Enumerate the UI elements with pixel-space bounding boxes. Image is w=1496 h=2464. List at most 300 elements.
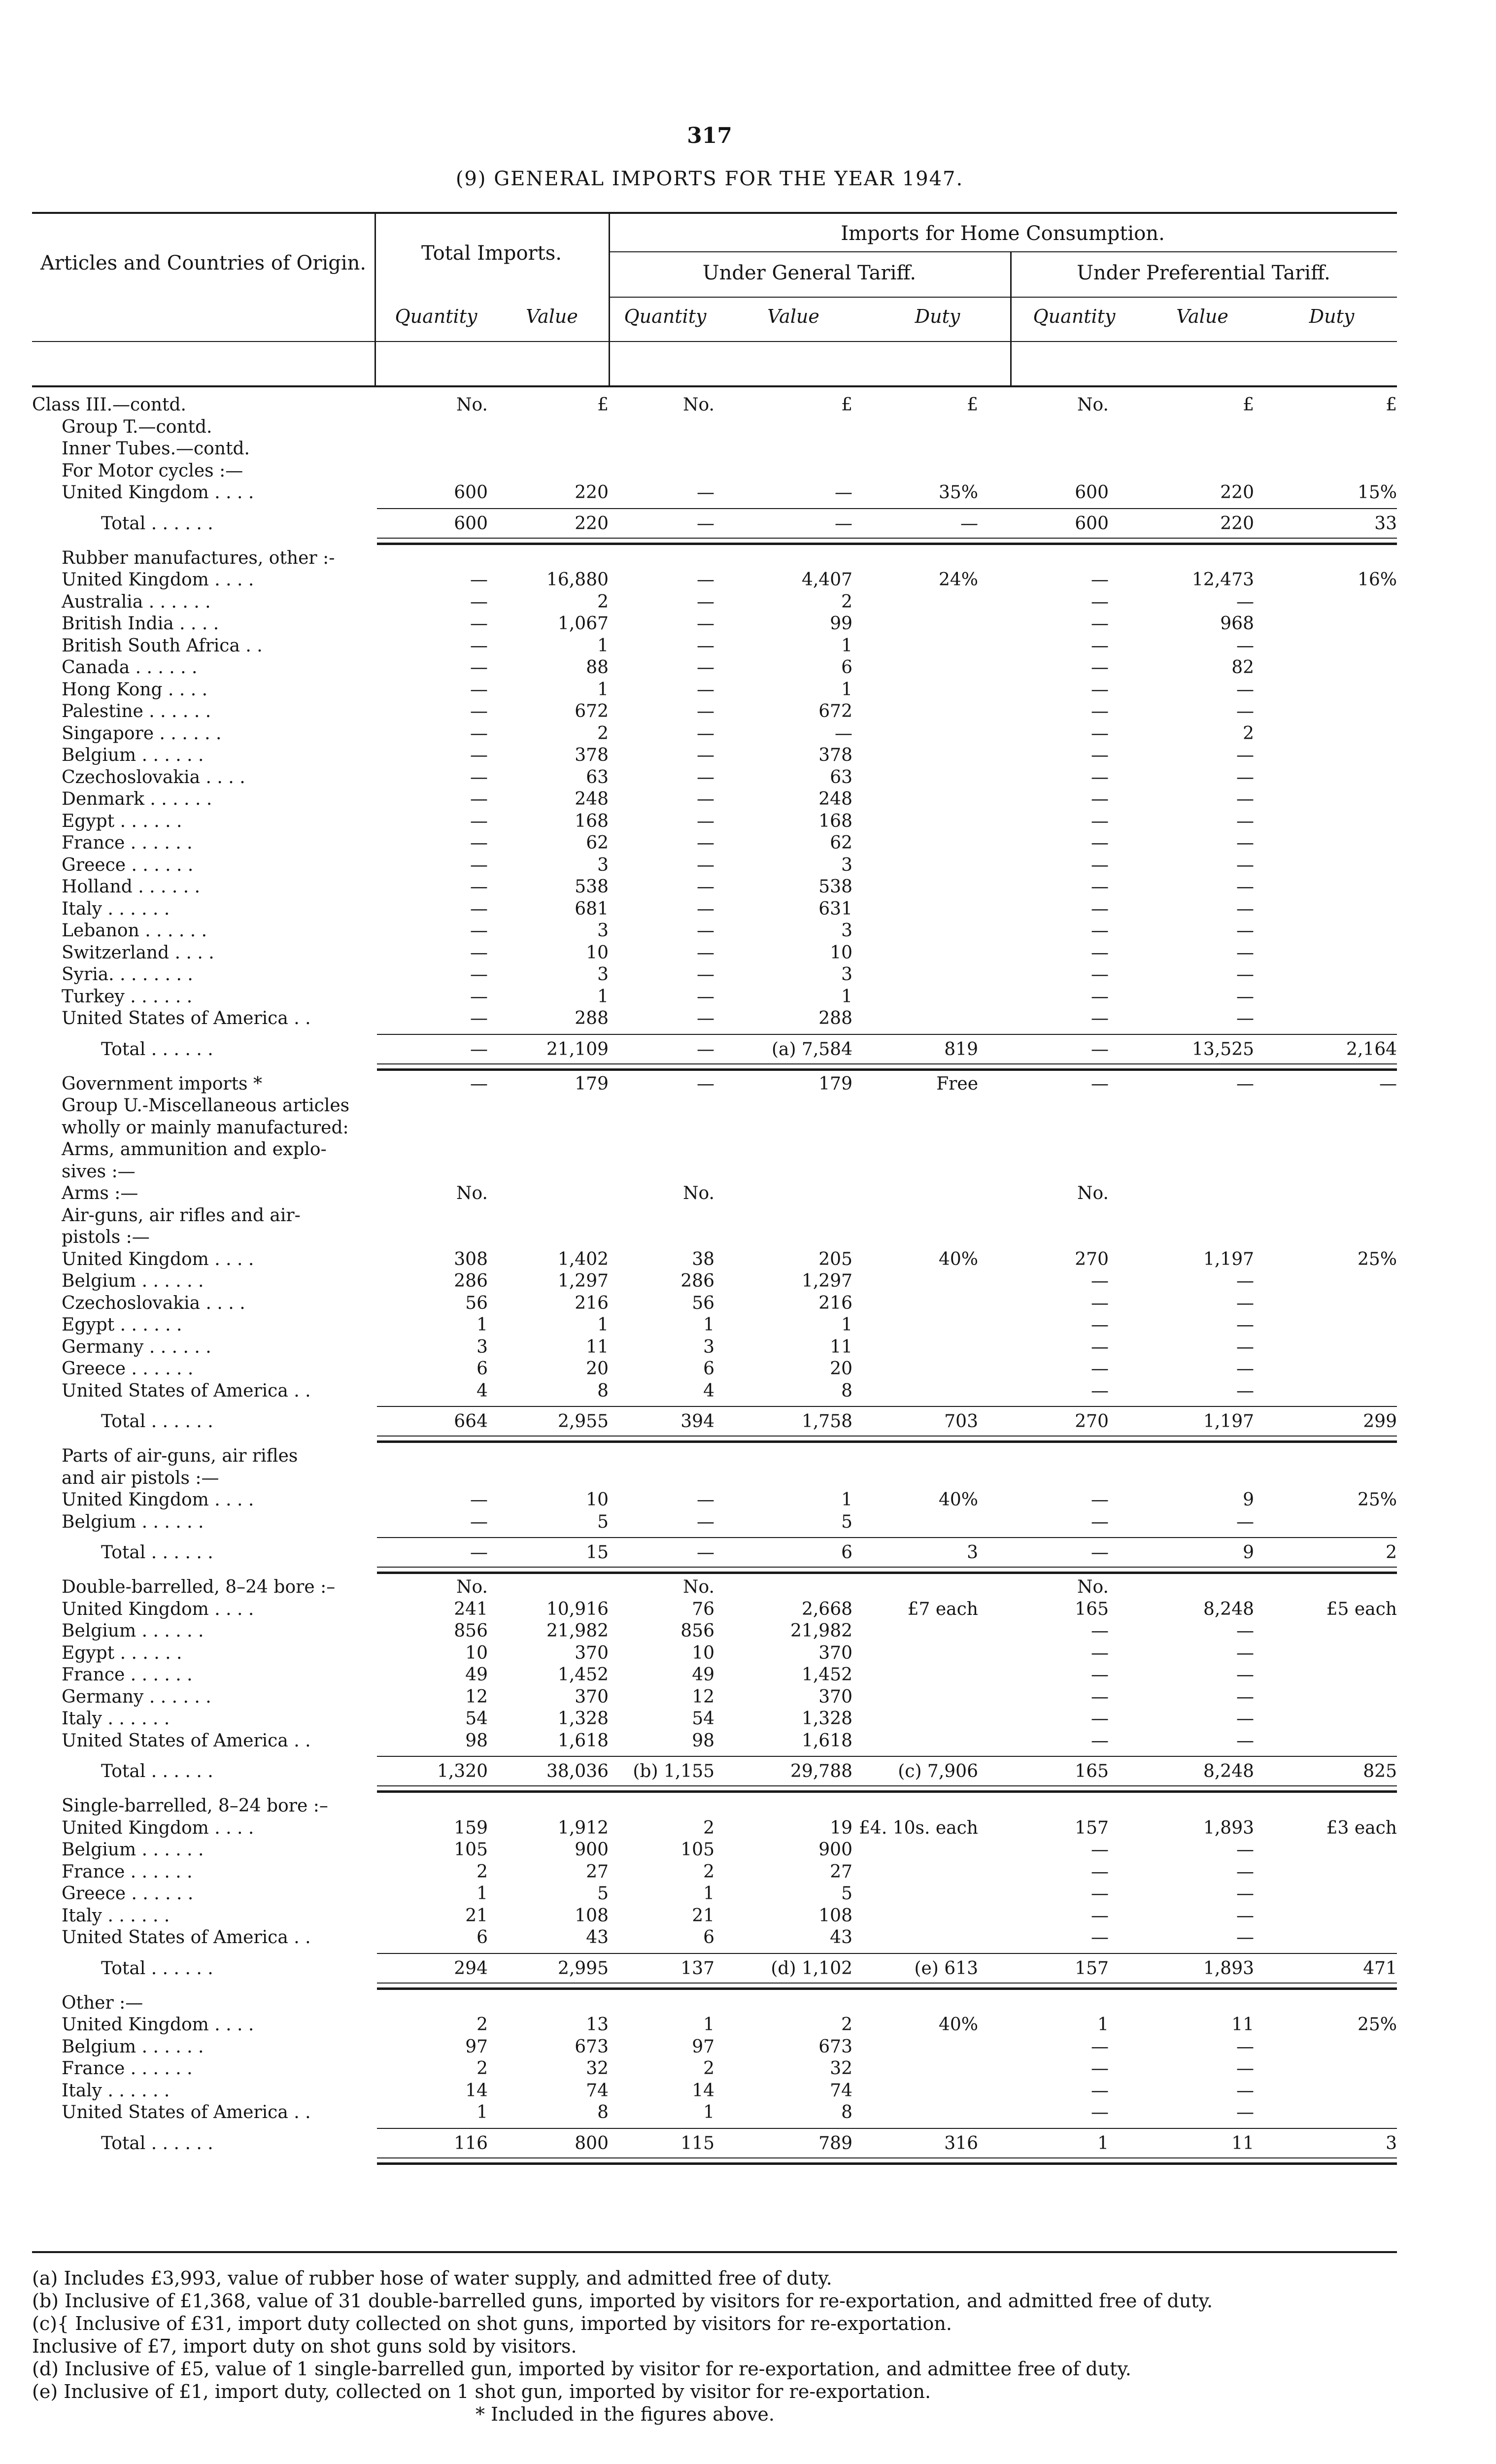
total-row (32, 1958, 1397, 1980)
cell-col1: 2 (476, 2015, 488, 2035)
cell-col3: 56 (692, 1293, 714, 1313)
subtotal-rule (377, 1406, 1397, 1407)
row-label: Total . . . . . . (101, 2133, 213, 2154)
cell-col7: — (1236, 591, 1254, 612)
cell-col1: — (470, 1490, 488, 1510)
cell-col6: — (1091, 1927, 1109, 1948)
row-label: Total . . . . . . (101, 513, 213, 534)
table-row (32, 1161, 1397, 1183)
cell-col4: 43 (830, 1927, 852, 1948)
cell-col1: 3 (476, 1336, 488, 1357)
cell-col4: 6 (841, 657, 852, 678)
preferential-tariff-header: Under Preferential Tariff. (1077, 262, 1330, 284)
cell-col1: 21 (465, 1905, 488, 1926)
cell-col6: — (1091, 1073, 1109, 1094)
cell-col6: — (1091, 1039, 1109, 1060)
row-label: Total . . . . . . (101, 1958, 213, 1979)
cell-col3: 6 (703, 1927, 714, 1948)
table-row (32, 898, 1397, 920)
row-label: United Kingdom . . . . (62, 1490, 254, 1510)
cell-col2: 1,328 (557, 1709, 609, 1729)
table-row (32, 701, 1397, 722)
cell-col2: 900 (575, 1840, 609, 1860)
cell-col3: 1 (703, 2015, 714, 2035)
cell-col1: 1 (476, 2102, 488, 2122)
cell-col1: — (470, 679, 488, 700)
row-label: Arms, ammunition and explo- (62, 1139, 327, 1160)
cell-col6: — (1091, 701, 1109, 721)
table-bottom-rule (32, 2251, 1397, 2253)
cell-col1: 286 (454, 1271, 488, 1291)
footnote: (b) Inclusive of £1,368, value of 31 double-barrelled guns, imported by visitors for re-exportation, and admitted free of duty. (32, 2290, 1213, 2312)
cell-col3: — (697, 657, 714, 678)
cell-col7: — (1236, 2102, 1254, 2122)
row-label: United States of America . . (62, 1927, 311, 1948)
cell-col3: (b) 1,155 (633, 1761, 714, 1781)
cell-col2: 62 (586, 833, 609, 853)
cell-col4: 6 (841, 1542, 852, 1563)
cell-col8: 3 (1386, 2133, 1397, 2154)
cell-col4: 2,668 (801, 1599, 852, 1619)
cell-col6: — (1091, 1490, 1109, 1510)
cell-col6: — (1091, 1861, 1109, 1882)
row-label: France . . . . . . (62, 2058, 193, 2079)
row-label: Single-barrelled, 8–24 bore :– (62, 1796, 328, 1816)
cell-col6: — (1091, 1840, 1109, 1860)
cell-col8: 2,164 (1346, 1039, 1397, 1060)
cell-col2: 3 (597, 855, 609, 875)
cell-col4: 1 (841, 1315, 852, 1335)
cell-col6: — (1091, 986, 1109, 1007)
cell-col6: 600 (1075, 482, 1109, 503)
cell-col1: — (470, 964, 488, 985)
row-label: Belgium . . . . . . (62, 1621, 204, 1641)
subtotal-rule (377, 1034, 1397, 1035)
table-row (32, 1643, 1397, 1664)
table-row (32, 548, 1397, 569)
table-row (32, 635, 1397, 657)
cell-col4: 1 (841, 1490, 852, 1510)
cell-col6: — (1091, 570, 1109, 590)
row-label: Denmark . . . . . . (62, 789, 212, 809)
cell-col2: 10 (586, 942, 609, 963)
cell-col2: 1,402 (557, 1249, 609, 1269)
cell-col3: 105 (680, 1840, 714, 1860)
cell-col4: 2 (841, 591, 852, 612)
cell-col1: — (470, 921, 488, 941)
table-row (32, 876, 1397, 898)
cell-col6: 157 (1075, 1958, 1109, 1979)
cell-col1: 49 (465, 1665, 488, 1685)
row-label: British India . . . . (62, 614, 219, 634)
total-row (32, 513, 1397, 535)
cell-col7: 220 (1220, 513, 1254, 534)
cell-col1: 116 (454, 2133, 488, 2154)
cell-col6: — (1091, 1359, 1109, 1379)
cell-col2: 15 (586, 1542, 609, 1563)
cell-col1: 308 (454, 1249, 488, 1269)
cell-col5: 40% (938, 2015, 978, 2035)
cell-col6: — (1091, 1730, 1109, 1751)
cell-col7: — (1236, 1293, 1254, 1313)
cell-col7: 1,197 (1203, 1249, 1254, 1269)
table-row (32, 811, 1397, 832)
cell-col6: — (1091, 921, 1109, 941)
cell-col2: 10,916 (546, 1599, 609, 1619)
cell-col6: — (1091, 1008, 1109, 1028)
row-label: British South Africa . . (62, 635, 263, 656)
cell-col7: £ (1243, 395, 1254, 415)
cell-col2: 288 (575, 1008, 609, 1028)
row-label: pistols :— (62, 1227, 150, 1247)
row-label: Czechoslovakia . . . . (62, 1293, 245, 1313)
cell-col8: 471 (1363, 1958, 1397, 1979)
cell-col4: 108 (818, 1905, 852, 1926)
footnote: * Included in the figures above. (476, 2403, 775, 2425)
table-row (32, 723, 1397, 745)
table-row (32, 679, 1397, 701)
cell-col3: — (697, 1542, 714, 1563)
page-title: (9) GENERAL IMPORTS FOR THE YEAR 1947. (455, 168, 964, 190)
row-label: Syria. . . . . . . . (62, 964, 193, 985)
table-row (32, 788, 1397, 810)
row-label: United States of America . . (62, 1008, 311, 1028)
row-label: France . . . . . . (62, 833, 193, 853)
cell-col3: No. (683, 1577, 714, 1597)
cell-col3: 1 (703, 1315, 714, 1335)
cell-col3: — (697, 570, 714, 590)
cell-col6: — (1091, 591, 1109, 612)
cell-col2: 21,109 (546, 1039, 609, 1060)
cell-col6: 165 (1075, 1599, 1109, 1619)
cell-col3: 4 (703, 1380, 714, 1401)
total-row (32, 1761, 1397, 1782)
cell-col5: Free (936, 1073, 978, 1094)
cell-col3: — (697, 855, 714, 875)
cell-col4: 19 (830, 1817, 852, 1838)
cell-col1: — (470, 1542, 488, 1563)
table-row (32, 1883, 1397, 1905)
cell-col7: — (1236, 855, 1254, 875)
row-label: Parts of air-guns, air rifles (62, 1446, 298, 1466)
table-row (32, 1249, 1397, 1270)
cell-col6: — (1091, 898, 1109, 919)
cell-col3: — (697, 591, 714, 612)
cell-col2: 2,995 (557, 1958, 609, 1979)
cell-col5: £4. 10s. each (859, 1817, 978, 1838)
cell-col3: 76 (692, 1599, 714, 1619)
cell-col1: 6 (476, 1927, 488, 1948)
cell-col2: 168 (575, 811, 609, 831)
cell-col7: — (1236, 921, 1254, 941)
table-row (32, 438, 1397, 460)
row-label: Class III.—contd. (32, 395, 186, 415)
cell-col7: — (1236, 1686, 1254, 1707)
cell-col6: 1 (1097, 2015, 1109, 2035)
table-row (32, 1314, 1397, 1336)
cell-col6: — (1091, 745, 1109, 765)
value-header: Value (767, 306, 819, 327)
cell-col4: — (835, 513, 852, 534)
cell-col1: 105 (454, 1840, 488, 1860)
table-row (32, 1293, 1397, 1314)
cell-col1: No. (456, 1577, 488, 1597)
cell-col7: — (1236, 767, 1254, 787)
cell-col2: 672 (575, 701, 609, 721)
cell-col3: — (697, 513, 714, 534)
cell-col3: 2 (703, 1817, 714, 1838)
cell-col7: 9 (1243, 1490, 1254, 1510)
cell-col2: 8 (597, 2102, 609, 2122)
cell-col4: 370 (818, 1686, 852, 1707)
cell-col2: 43 (586, 1927, 609, 1948)
cell-col2: 538 (575, 877, 609, 897)
cell-col4: 1 (841, 635, 852, 656)
table-row (32, 964, 1397, 986)
cell-col2: 370 (575, 1643, 609, 1663)
general-tariff-header: Under General Tariff. (702, 262, 917, 284)
cell-col3: 6 (703, 1359, 714, 1379)
cell-col6: — (1091, 1315, 1109, 1335)
cell-col2: 88 (586, 657, 609, 678)
cell-col1: 856 (454, 1621, 488, 1641)
cell-col6: — (1091, 2036, 1109, 2057)
cell-col6: 270 (1075, 1411, 1109, 1432)
cell-col6: — (1091, 789, 1109, 809)
cell-col1: 294 (454, 1958, 488, 1979)
cell-col1: — (470, 570, 488, 590)
cell-col8: 16% (1357, 570, 1397, 590)
cell-col3: 12 (692, 1686, 714, 1707)
cell-col1: — (470, 767, 488, 787)
table-row (32, 1445, 1397, 1467)
cell-col7: — (1236, 964, 1254, 985)
cell-col7: — (1236, 1271, 1254, 1291)
cell-col8: — (1379, 1073, 1397, 1094)
table-row (32, 1270, 1397, 1292)
cell-col6: — (1091, 1905, 1109, 1926)
cell-col7: — (1236, 1621, 1254, 1641)
cell-col3: — (697, 1490, 714, 1510)
articles-header: Articles and Countries of Origin. (40, 252, 367, 274)
cell-col3: 98 (692, 1730, 714, 1751)
cell-col7: — (1236, 2080, 1254, 2101)
cell-col2: 27 (586, 1861, 609, 1882)
cell-col3: — (697, 723, 714, 744)
footnote: Inclusive of £7, import duty on shot guns sold by visitors. (32, 2335, 577, 2357)
cell-col3: 10 (692, 1643, 714, 1663)
cell-col3: — (697, 701, 714, 721)
cell-col6: — (1091, 1883, 1109, 1904)
cell-col2: 378 (575, 745, 609, 765)
cell-col7: — (1236, 1840, 1254, 1860)
row-label: Total . . . . . . (101, 1411, 213, 1432)
subheader-rule (32, 341, 1397, 342)
cell-col6: — (1091, 2102, 1109, 2122)
table-row (32, 657, 1397, 679)
table-row (32, 920, 1397, 942)
cell-col3: 54 (692, 1709, 714, 1729)
page-number: 317 (687, 123, 732, 148)
cell-col7: — (1236, 811, 1254, 831)
row-label: Total . . . . . . (101, 1761, 213, 1781)
cell-col6: No. (1077, 1183, 1109, 1203)
cell-col2: 179 (575, 1073, 609, 1094)
table-row (32, 591, 1397, 613)
cell-col2: 10 (586, 1490, 609, 1510)
cell-col1: — (470, 986, 488, 1007)
row-label: Singapore . . . . . . (62, 723, 222, 744)
cell-col8: 25% (1357, 2015, 1397, 2035)
cell-col1: — (470, 723, 488, 744)
cell-col1: — (470, 1008, 488, 1028)
cell-col7: — (1236, 789, 1254, 809)
cell-col1: 1,320 (437, 1761, 488, 1781)
total-imports-header: Total Imports. (421, 242, 562, 265)
cell-col3: — (697, 482, 714, 503)
row-label: Egypt . . . . . . (62, 1643, 182, 1663)
table-row (32, 2014, 1397, 2036)
cell-col3: — (697, 964, 714, 985)
cell-col7: — (1236, 986, 1254, 1007)
cell-col1: 664 (454, 1411, 488, 1432)
qty-header: Quantity (1033, 306, 1116, 327)
cell-col6: — (1091, 1643, 1109, 1663)
cell-col8: 299 (1363, 1411, 1397, 1432)
cell-col4: 2 (841, 2015, 852, 2035)
cell-col7: 82 (1231, 657, 1254, 678)
row-label: Total . . . . . . (101, 1542, 213, 1563)
row-label: Egypt . . . . . . (62, 811, 182, 831)
cell-col2: 1 (597, 986, 609, 1007)
cell-col6: — (1091, 942, 1109, 963)
table-row (32, 1992, 1397, 2014)
table-row (32, 745, 1397, 766)
cell-col2: 21,982 (546, 1621, 609, 1641)
table-row (32, 1183, 1397, 1204)
cell-col3: — (697, 1008, 714, 1028)
cell-col4: 900 (818, 1840, 852, 1860)
row-label: United Kingdom . . . . (62, 1599, 254, 1619)
cell-col6: — (1091, 2058, 1109, 2079)
footnote: (a) Includes £3,993, value of rubber hose of water supply, and admitted free of duty. (32, 2267, 832, 2289)
row-label: Holland . . . . . . (62, 877, 201, 897)
cell-col2: 1 (597, 679, 609, 700)
cell-col5: (c) 7,906 (898, 1761, 978, 1781)
cell-col3: — (697, 1511, 714, 1532)
duty-header: Duty (1309, 306, 1355, 327)
cell-col2: 38,036 (546, 1761, 609, 1781)
total-row (32, 1039, 1397, 1061)
cell-col1: — (470, 591, 488, 612)
cell-col2: 220 (575, 482, 609, 503)
cell-col7: 968 (1220, 614, 1254, 634)
cell-col4: 1,328 (801, 1709, 852, 1729)
cell-col6: 600 (1075, 513, 1109, 534)
cell-col4: 205 (818, 1249, 852, 1269)
table-row (32, 1599, 1397, 1620)
header-bottom-rule (32, 385, 1397, 387)
cell-col8: 15% (1357, 482, 1397, 503)
cell-col2: 63 (586, 767, 609, 787)
total-double-rule (377, 538, 1397, 545)
cell-col8: £5 each (1326, 1599, 1397, 1619)
table-row (32, 613, 1397, 635)
cell-col5: 3 (967, 1542, 978, 1563)
cell-col3: — (697, 635, 714, 656)
table-row (32, 1095, 1397, 1117)
row-label: Air-guns, air rifles and air- (62, 1205, 301, 1226)
table-row (32, 1358, 1397, 1380)
cell-col4: 8 (841, 1380, 852, 1401)
cell-col7: — (1236, 1905, 1254, 1926)
cell-col1: — (470, 855, 488, 875)
table-row (32, 1468, 1397, 1489)
cell-col7: — (1236, 635, 1254, 656)
cell-col5: 35% (938, 482, 978, 503)
cell-col1: 159 (454, 1817, 488, 1838)
cell-col2: 216 (575, 1293, 609, 1313)
row-label: Belgium . . . . . . (62, 1840, 204, 1860)
table-row (32, 1205, 1397, 1227)
table-row (32, 1139, 1397, 1161)
cell-col8: 25% (1357, 1490, 1397, 1510)
cell-col1: — (470, 1073, 488, 1094)
total-double-rule (377, 2157, 1397, 2165)
cell-col7: — (1236, 701, 1254, 721)
footnote: (d) Inclusive of £5, value of 1 single-barrelled gun, imported by visitor for re-exportation, and admittee free of duty. (32, 2358, 1131, 2380)
table-row (32, 2058, 1397, 2080)
cell-col4: 4,407 (801, 570, 852, 590)
cell-col7: 11 (1231, 2015, 1254, 2035)
cell-col8: 33 (1374, 513, 1397, 534)
cell-col7: — (1236, 2036, 1254, 2057)
cell-col1: 2 (476, 1861, 488, 1882)
cell-col8: £3 each (1326, 1817, 1397, 1838)
total-double-rule (377, 1436, 1397, 1443)
cell-col7: — (1236, 1380, 1254, 1401)
cell-col3: 394 (680, 1411, 714, 1432)
table-row (32, 1664, 1397, 1686)
cell-col6: — (1091, 1380, 1109, 1401)
cell-col3: 1 (703, 1883, 714, 1904)
row-label: Total . . . . . . (101, 1039, 213, 1060)
footnote: (e) Inclusive of £1, import duty, collected on 1 shot gun, imported by visitor for re-exportation. (32, 2381, 931, 2402)
cell-col2: 5 (597, 1883, 609, 1904)
subtotal-rule (377, 2128, 1397, 2129)
cell-col2: 1,452 (557, 1665, 609, 1685)
footnotes (32, 2267, 1397, 2426)
table-row (32, 569, 1397, 591)
table-row (32, 1730, 1397, 1752)
row-label: Inner Tubes.—contd. (62, 439, 250, 459)
cell-col5: £7 each (907, 1599, 978, 1619)
table-row (32, 1227, 1397, 1248)
cell-col3: 2 (703, 2058, 714, 2079)
cell-col4: 5 (841, 1883, 852, 1904)
cell-col6: — (1091, 767, 1109, 787)
cell-col4: 216 (818, 1293, 852, 1313)
cell-col4: 3 (841, 964, 852, 985)
cell-col3: 38 (692, 1249, 714, 1269)
cell-col6: No. (1077, 1577, 1109, 1597)
cell-col2: 2,955 (557, 1411, 609, 1432)
cell-col7: — (1236, 1008, 1254, 1028)
row-label: and air pistols :— (62, 1468, 219, 1488)
table-row (32, 1073, 1397, 1095)
cell-col7: — (1236, 2058, 1254, 2079)
cell-col1: — (470, 614, 488, 634)
